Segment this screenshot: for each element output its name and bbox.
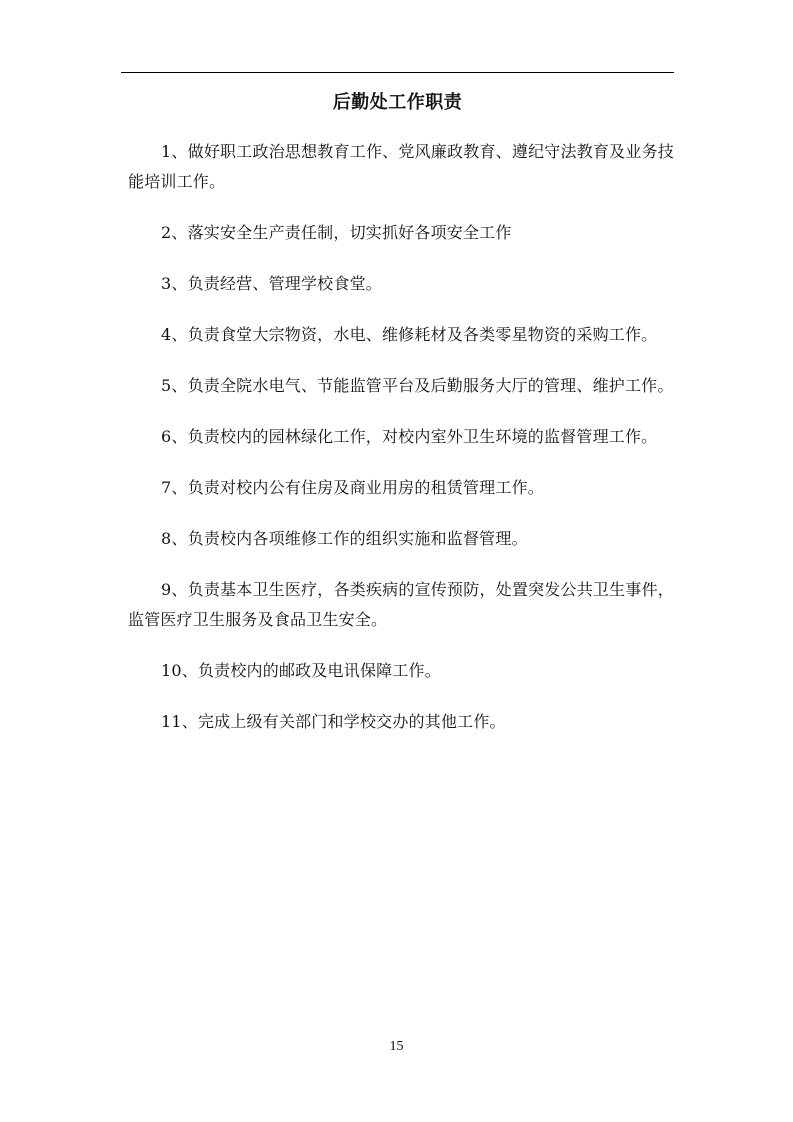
- duty-item-6: 6、负责校内的园林绿化工作，对校内室外卫生环境的监督管理工作。: [161, 427, 658, 446]
- duty-item-10: 10、负责校内的邮政及电讯保障工作。: [161, 661, 441, 680]
- duty-list: [128, 137, 674, 758]
- duty-item-8: 8、负责校内各项维修工作的组织实施和监督管理。: [161, 529, 528, 548]
- header-rule: [121, 72, 674, 73]
- document-title: 后勤处工作职责: [332, 92, 463, 113]
- page-number: 15: [389, 1039, 404, 1054]
- duty-item-9: 9、负责基本卫生医疗，各类疾病的宣传预防，处置突发公共卫生事件，监管医疗卫生服务及食品卫生安全。: [128, 580, 674, 629]
- duty-item-11: 11、完成上级有关部门和学校交办的其他工作。: [161, 712, 506, 731]
- duty-item-1: 1、做好职工政治思想教育工作、党风廉政教育、遵纪守法教育及业务技能培训工作。: [128, 142, 674, 191]
- duty-item-2: 2、落实安全生产责任制，切实抓好各项安全工作: [161, 223, 512, 242]
- duty-item-4: 4、负责食堂大宗物资，水电、维修耗材及各类零星物资的采购工作。: [161, 325, 658, 344]
- duty-item-7: 7、负责对校内公有住房及商业用房的租赁管理工作。: [161, 478, 544, 497]
- duty-item-5: 5、负责全院水电气、节能监管平台及后勤服务大厅的管理、维护工作。: [161, 376, 674, 395]
- duty-item-3: 3、负责经营、管理学校食堂。: [161, 274, 382, 293]
